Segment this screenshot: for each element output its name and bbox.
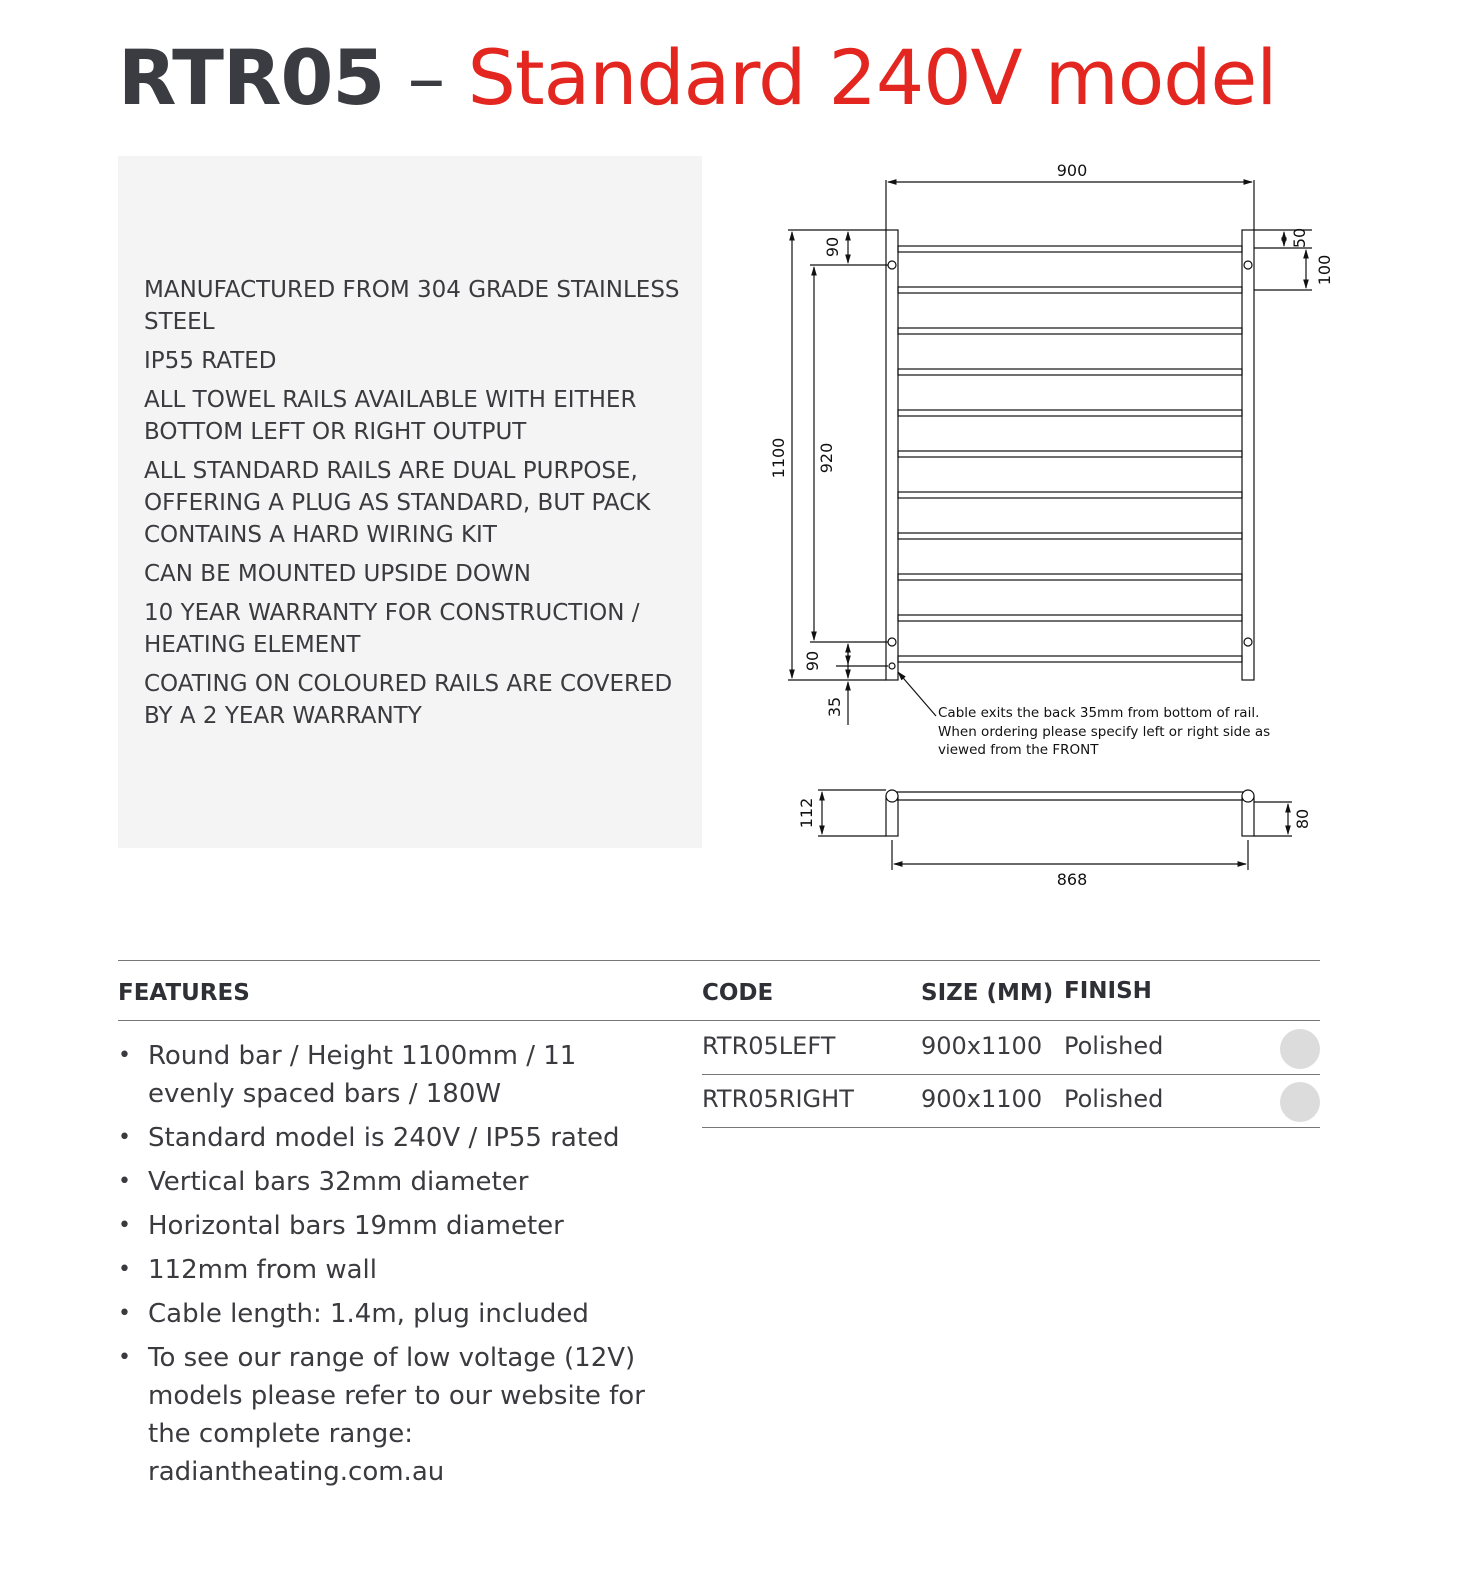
cable-note-line: Cable exits the back 35mm from bottom of rail. (938, 705, 1260, 721)
feature-item: • Cable length: 1.4m, plug included (118, 1295, 658, 1333)
size-header: SIZE (MM) (921, 980, 1054, 1006)
side-joint (886, 790, 898, 802)
table-top-rule (118, 960, 1320, 961)
table-row (702, 1022, 1320, 1075)
horizontal-bars (898, 246, 1242, 662)
feature-item: • Horizontal bars 19mm diameter (118, 1207, 658, 1245)
dim-height: 1100 (769, 437, 788, 479)
finish-header: FINISH (1064, 978, 1152, 1004)
dim-cable-offset: 35 (825, 696, 844, 718)
left-upright (886, 230, 898, 680)
horizontal-bar (898, 287, 1242, 293)
dim-right-top: 50 (1290, 227, 1309, 249)
features-header: FEATURES (118, 980, 250, 1006)
row-code: RTR05RIGHT (702, 1085, 854, 1113)
row-size: 900x1100 (921, 1085, 1043, 1113)
dim-width: 900 (1056, 161, 1088, 180)
feature-item: • Vertical bars 32mm diameter (118, 1163, 658, 1201)
row-size: 900x1100 (921, 1032, 1043, 1060)
feature-item: • Round bar / Height 1100mm / 11 evenly spaced bars / 180W (118, 1037, 658, 1113)
horizontal-bar (898, 328, 1242, 334)
spec-item: 10 YEAR WARRANTY FOR CONSTRUCTION / HEATING ELEMENT (144, 600, 640, 658)
model-code: RTR05 (118, 33, 385, 122)
feature-item: • Standard model is 240V / IP55 rated (118, 1119, 658, 1157)
page-title (118, 28, 1276, 128)
horizontal-bar (898, 451, 1242, 457)
right-upright (1242, 230, 1254, 680)
horizontal-bar (898, 656, 1242, 662)
row-code: RTR05LEFT (702, 1032, 836, 1060)
spec-item: IP55 RATED (144, 348, 277, 374)
spec-item: COATING ON COLOURED RAILS ARE COVERED BY A 2 YEAR WARRANTY (144, 671, 673, 729)
horizontal-bar (898, 246, 1242, 252)
side-joint (1242, 790, 1254, 802)
horizontal-bar (898, 369, 1242, 375)
dim-top-offset: 90 (823, 236, 842, 258)
spec-item: CAN BE MOUNTED UPSIDE DOWN (144, 561, 531, 587)
spec-panel (118, 156, 702, 848)
mount-point (1244, 638, 1252, 646)
dim-inner-height: 920 (817, 442, 836, 474)
feature-item: • 112mm from wall (118, 1251, 658, 1289)
title-separator: – (407, 33, 445, 122)
dim-mount-width: 868 (1056, 870, 1088, 889)
model-subtitle: Standard 240V model (467, 33, 1277, 122)
dim-bottom-offset: 90 (803, 650, 822, 672)
features-list (118, 1037, 658, 1497)
horizontal-bar (898, 492, 1242, 498)
technical-drawing (740, 150, 1360, 900)
dim-right-mount: 100 (1315, 254, 1334, 286)
dim-bracket-depth: 80 (1293, 808, 1312, 830)
mount-point (888, 261, 896, 269)
row-finish: Polished (1064, 1085, 1164, 1113)
mount-point (1244, 261, 1252, 269)
cable-note-line: When ordering please specify left or right side as (938, 724, 1271, 740)
cable-note-line: viewed from the FRONT (938, 742, 1099, 758)
horizontal-bar (898, 574, 1242, 580)
spec-list (144, 274, 684, 739)
table-row (702, 1075, 1320, 1128)
horizontal-bar (898, 410, 1242, 416)
cable-exit (889, 663, 895, 669)
dim-depth: 112 (797, 797, 816, 829)
table-header-rule (118, 1020, 1320, 1021)
mount-point (888, 638, 896, 646)
row-finish: Polished (1064, 1032, 1164, 1060)
horizontal-bar (898, 533, 1242, 539)
spec-item: MANUFACTURED FROM 304 GRADE STAINLESS STEEL (144, 277, 680, 335)
code-header: CODE (702, 980, 774, 1006)
finish-swatch (1280, 1029, 1320, 1069)
horizontal-bar (898, 615, 1242, 621)
feature-item: • To see our range of low voltage (12V) models please refer to our website for the complete range: radiantheating.com.au (118, 1339, 658, 1491)
spec-item: ALL TOWEL RAILS AVAILABLE WITH EITHER BOTTOM LEFT OR RIGHT OUTPUT (144, 387, 637, 445)
spec-item: ALL STANDARD RAILS ARE DUAL PURPOSE, OFFERING A PLUG AS STANDARD, BUT PACK CONTAINS A HARD WIRING KIT (144, 458, 651, 548)
finish-swatch (1280, 1082, 1320, 1122)
